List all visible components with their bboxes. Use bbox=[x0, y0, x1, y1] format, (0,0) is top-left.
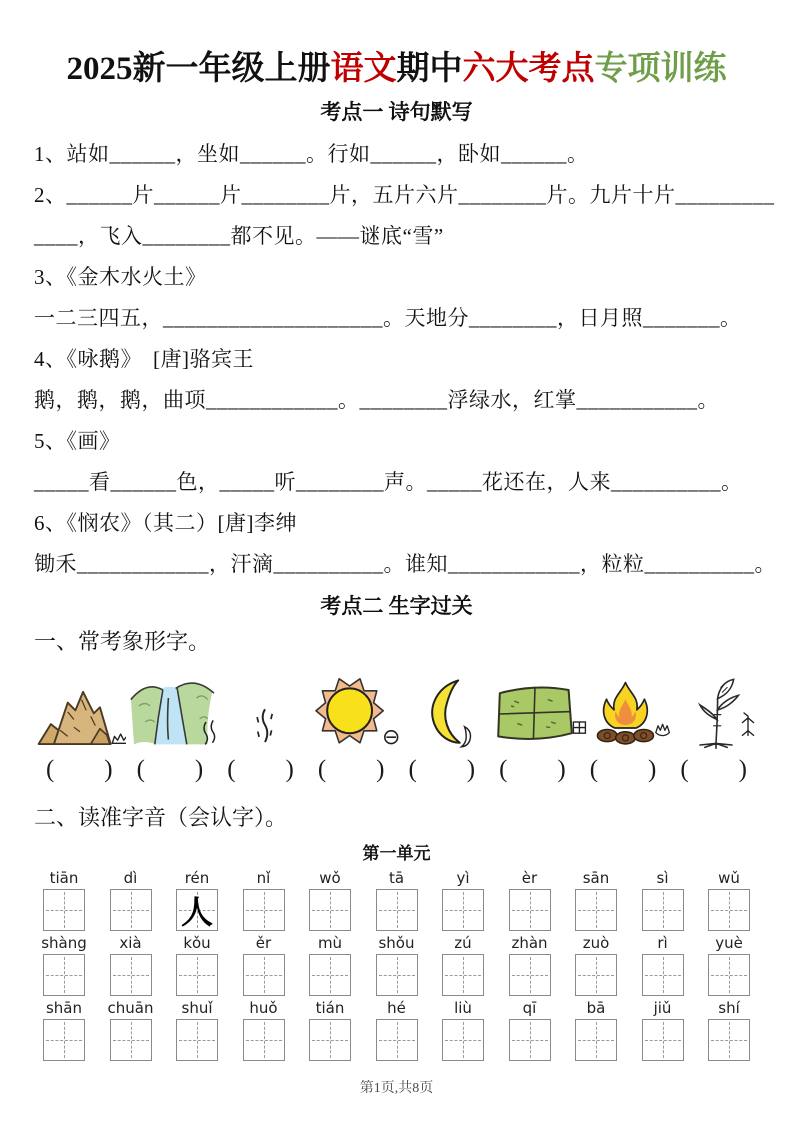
pinyin-cell bbox=[433, 998, 493, 1061]
tianzige-box bbox=[110, 954, 152, 996]
pictograph-exercise-label: 一、常考象形字。 bbox=[34, 629, 211, 654]
question-line: 2、______片______片________片，五片六片________片。九片十片_________ bbox=[34, 183, 775, 207]
pinyin-cell bbox=[234, 868, 294, 931]
tianzige-char bbox=[576, 955, 616, 995]
pinyin-label: shàng bbox=[41, 934, 87, 952]
question-line: _____看______色，_____听________声。_____花还在，人来__________。 bbox=[34, 470, 743, 494]
pinyin-label: shuǐ bbox=[181, 999, 213, 1017]
pinyin-label: sì bbox=[656, 869, 669, 887]
pinyin-label: chuān bbox=[107, 999, 154, 1017]
pinyin-label: shǒu bbox=[378, 934, 415, 952]
title-segment-5: 专项训练 bbox=[594, 51, 727, 87]
tianzige-box bbox=[43, 889, 85, 931]
pinyin-cell bbox=[34, 998, 94, 1061]
tianzige-char bbox=[643, 890, 683, 930]
tianzige-char bbox=[709, 890, 749, 930]
mountain-icon bbox=[34, 676, 126, 750]
pinyin-cell bbox=[500, 933, 560, 996]
pinyin-label: èr bbox=[521, 869, 538, 887]
tianzige-box bbox=[43, 1019, 85, 1061]
tianzige-box bbox=[575, 889, 617, 931]
pinyin-cell bbox=[234, 998, 294, 1061]
question-line: 3、《金木水火土》 bbox=[34, 265, 207, 289]
tianzige-box bbox=[309, 1019, 351, 1061]
pinyin-cell bbox=[500, 998, 560, 1061]
section2-heading: 考点二 生字过关 bbox=[320, 594, 473, 618]
tianzige-char bbox=[111, 955, 151, 995]
pinyin-label: zuò bbox=[582, 934, 610, 952]
pinyin-cell bbox=[300, 933, 360, 996]
pictograph-field bbox=[487, 674, 587, 750]
tianzige-char bbox=[44, 890, 84, 930]
seal-script-grain-glyph bbox=[742, 713, 753, 735]
pinyin-cell bbox=[699, 868, 759, 931]
question-line: 锄禾____________，汗滴__________。谁知____________，粒粒__________。 bbox=[34, 552, 776, 576]
pinyin-label: zhàn bbox=[511, 934, 548, 952]
pinyin-label: rén bbox=[184, 869, 210, 887]
page-title bbox=[34, 42, 759, 89]
title-segment-4: 六大考点 bbox=[462, 51, 595, 87]
tianzige-char bbox=[310, 1020, 350, 1060]
pinyin-cell bbox=[101, 998, 161, 1061]
tianzige-box bbox=[509, 1019, 551, 1061]
tianzige-char bbox=[377, 1020, 417, 1060]
pinyin-cell bbox=[633, 998, 693, 1061]
tianzige-char bbox=[643, 1020, 683, 1060]
tianzige-box bbox=[575, 1019, 617, 1061]
seal-script-sun-glyph bbox=[385, 731, 398, 744]
seal-script-moon-glyph bbox=[462, 727, 471, 747]
unit-label: 第一单元 bbox=[362, 844, 431, 863]
tianzige-char bbox=[709, 1020, 749, 1060]
tianzige-box bbox=[176, 1019, 218, 1061]
tianzige-box bbox=[243, 1019, 285, 1061]
tianzige-box bbox=[376, 954, 418, 996]
sun-icon bbox=[308, 674, 400, 750]
title-segment-3: 期中 bbox=[396, 51, 463, 87]
pinyin-label: wǔ bbox=[718, 869, 740, 887]
tianzige-char bbox=[510, 890, 550, 930]
tianzige-box bbox=[243, 954, 285, 996]
tianzige-char bbox=[244, 1020, 284, 1060]
pinyin-label: bā bbox=[586, 999, 606, 1017]
tianzige-char bbox=[576, 890, 616, 930]
tianzige-char bbox=[44, 955, 84, 995]
pinyin-label: tiān bbox=[49, 869, 79, 887]
pinyin-label: xià bbox=[119, 934, 142, 952]
pictograph-moon bbox=[400, 674, 486, 750]
tianzige-char bbox=[576, 1020, 616, 1060]
tianzige-box bbox=[509, 954, 551, 996]
tianzige-box bbox=[110, 889, 152, 931]
pinyin-cell bbox=[167, 933, 227, 996]
tianzige-box bbox=[642, 954, 684, 996]
title-segment-1: 2025新一年级上册 bbox=[66, 51, 331, 87]
tianzige-char bbox=[310, 955, 350, 995]
tianzige-box bbox=[642, 1019, 684, 1061]
tianzige-char bbox=[177, 1020, 217, 1060]
tianzige-char bbox=[443, 955, 483, 995]
answer-slot: ( ) bbox=[680, 756, 748, 783]
answer-slot: ( ) bbox=[45, 756, 113, 783]
question-line: 鹅，鹅，鹅，曲项____________。________浮绿水，红掌___________。 bbox=[34, 388, 719, 412]
pictograph-water bbox=[222, 704, 308, 750]
pinyin-label: huǒ bbox=[249, 999, 278, 1017]
question-line: 一二三四五，____________________。天地分________，日月照_______。 bbox=[34, 306, 742, 330]
tianzige-char bbox=[111, 890, 151, 930]
tianzige-box bbox=[575, 954, 617, 996]
page-number: 第1页,共8页 bbox=[359, 1081, 434, 1096]
question-line: 6、《悯农》（其二）[唐]李绅 bbox=[34, 511, 297, 535]
tianzige-box bbox=[708, 889, 750, 931]
pinyin-cell bbox=[101, 933, 161, 996]
question-line: ____，飞入________都不见。——谜底“雪” bbox=[34, 224, 444, 248]
pinyin-label: yuè bbox=[715, 934, 743, 952]
pinyin-cell bbox=[500, 868, 560, 931]
pinyin-cell bbox=[433, 933, 493, 996]
pinyin-label: ěr bbox=[255, 934, 272, 952]
tianzige-box bbox=[509, 889, 551, 931]
title-segment-2: 语文 bbox=[330, 51, 397, 87]
moon-icon bbox=[407, 674, 479, 750]
pinyin-cell bbox=[566, 998, 626, 1061]
tianzige-box bbox=[309, 889, 351, 931]
pinyin-cell bbox=[167, 868, 227, 931]
pinyin-label: qī bbox=[522, 999, 537, 1017]
tianzige-box bbox=[442, 1019, 484, 1061]
pictograph-sun bbox=[308, 674, 400, 750]
pinyin-cell bbox=[367, 998, 427, 1061]
pinyin-cell bbox=[367, 868, 427, 931]
pinyin-cell bbox=[433, 868, 493, 931]
question-list bbox=[34, 134, 776, 585]
tianzige-box bbox=[708, 1019, 750, 1061]
pinyin-cell bbox=[699, 933, 759, 996]
seal-script-mountain-glyph bbox=[112, 734, 126, 743]
pinyin-cell bbox=[300, 868, 360, 931]
tianzige-box bbox=[442, 954, 484, 996]
answer-slot: ( ) bbox=[499, 756, 566, 783]
tianzige-char bbox=[177, 955, 217, 995]
answer-slot-row bbox=[34, 754, 759, 788]
tianzige-char bbox=[510, 955, 550, 995]
pinyin-label: sān bbox=[582, 869, 610, 887]
tianzige-box bbox=[176, 954, 218, 996]
tianzige-char bbox=[643, 955, 683, 995]
pinyin-label: tián bbox=[315, 999, 345, 1017]
seal-script-fire-glyph bbox=[655, 724, 669, 735]
pinyin-cell bbox=[167, 998, 227, 1061]
pinyin-label: hé bbox=[387, 999, 406, 1017]
field-icon bbox=[487, 674, 587, 750]
tianzige-char bbox=[443, 1020, 483, 1060]
pinyin-label: dì bbox=[123, 869, 138, 887]
pinyin-label: wǒ bbox=[319, 869, 341, 887]
answer-slot: ( ) bbox=[227, 756, 294, 783]
question-line: 4、《咏鹅》 [唐]骆宾王 bbox=[34, 347, 254, 371]
tianzige-char bbox=[510, 1020, 550, 1060]
pictograph-river bbox=[126, 674, 222, 750]
question-line: 1、站如______，坐如______。行如______，卧如______。 bbox=[34, 142, 589, 166]
tianzige-box bbox=[176, 889, 218, 931]
pinyin-label: zú bbox=[454, 934, 472, 952]
answer-slot: ( ) bbox=[136, 756, 204, 783]
tianzige-char bbox=[377, 955, 417, 995]
tianzige-char bbox=[44, 1020, 84, 1060]
pinyin-cell bbox=[633, 868, 693, 931]
answer-slot: ( ) bbox=[589, 756, 657, 783]
pictograph-grain-plant bbox=[673, 672, 759, 750]
pinyin-cell bbox=[699, 998, 759, 1061]
pictograph-fire bbox=[587, 678, 673, 750]
pinyin-label: nǐ bbox=[256, 869, 271, 887]
tianzige-char: 人 bbox=[180, 894, 213, 930]
pinyin-cell bbox=[234, 933, 294, 996]
tianzige-box bbox=[376, 1019, 418, 1061]
tianzige-box bbox=[642, 889, 684, 931]
pinyin-cell bbox=[300, 998, 360, 1061]
pinyin-row-3 bbox=[34, 998, 759, 1061]
pinyin-cell bbox=[34, 868, 94, 931]
fire-icon bbox=[587, 678, 673, 750]
tianzige-box bbox=[243, 889, 285, 931]
pinyin-label: rì bbox=[657, 934, 668, 952]
tianzige-char bbox=[709, 955, 749, 995]
pinyin-cell bbox=[367, 933, 427, 996]
pinyin-cell bbox=[566, 868, 626, 931]
water-icon bbox=[251, 704, 279, 750]
pinyin-label: kǒu bbox=[183, 934, 211, 952]
answer-slot: ( ) bbox=[317, 756, 385, 783]
tianzige-box bbox=[309, 954, 351, 996]
pictograph-mountain bbox=[34, 676, 126, 750]
pinyin-label: yì bbox=[456, 869, 470, 887]
pinyin-label: jiǔ bbox=[653, 999, 672, 1017]
tianzige-box bbox=[43, 954, 85, 996]
pinyin-label: shí bbox=[718, 999, 740, 1017]
tianzige-char bbox=[377, 890, 417, 930]
pinyin-exercise-label: 二、读准字音（会认字）。 bbox=[34, 805, 288, 830]
pinyin-cell bbox=[101, 868, 161, 931]
answer-slot: ( ) bbox=[408, 756, 476, 783]
pinyin-cell bbox=[633, 933, 693, 996]
seal-script-field-glyph bbox=[573, 722, 585, 733]
grain-plant-icon bbox=[676, 672, 756, 750]
pinyin-label: liù bbox=[454, 999, 472, 1017]
pinyin-cell bbox=[34, 933, 94, 996]
tianzige-box bbox=[110, 1019, 152, 1061]
tianzige-box bbox=[376, 889, 418, 931]
tianzige-char bbox=[244, 955, 284, 995]
pinyin-row-1 bbox=[34, 868, 759, 931]
section1-heading: 考点一 诗句默写 bbox=[320, 100, 473, 124]
pictograph-row bbox=[34, 670, 759, 750]
tianzige-box bbox=[708, 954, 750, 996]
pinyin-label: mù bbox=[317, 934, 343, 952]
question-line: 5、《画》 bbox=[34, 429, 121, 453]
pinyin-cell bbox=[566, 933, 626, 996]
tianzige-box bbox=[442, 889, 484, 931]
seal-script-water-glyph bbox=[263, 709, 268, 742]
pinyin-label: shān bbox=[45, 999, 83, 1017]
pinyin-label: tā bbox=[388, 869, 405, 887]
tianzige-char bbox=[244, 890, 284, 930]
tianzige-char bbox=[443, 890, 483, 930]
tianzige-char bbox=[310, 890, 350, 930]
tianzige-char bbox=[111, 1020, 151, 1060]
pinyin-row-2 bbox=[34, 933, 759, 996]
river-icon bbox=[126, 674, 222, 750]
